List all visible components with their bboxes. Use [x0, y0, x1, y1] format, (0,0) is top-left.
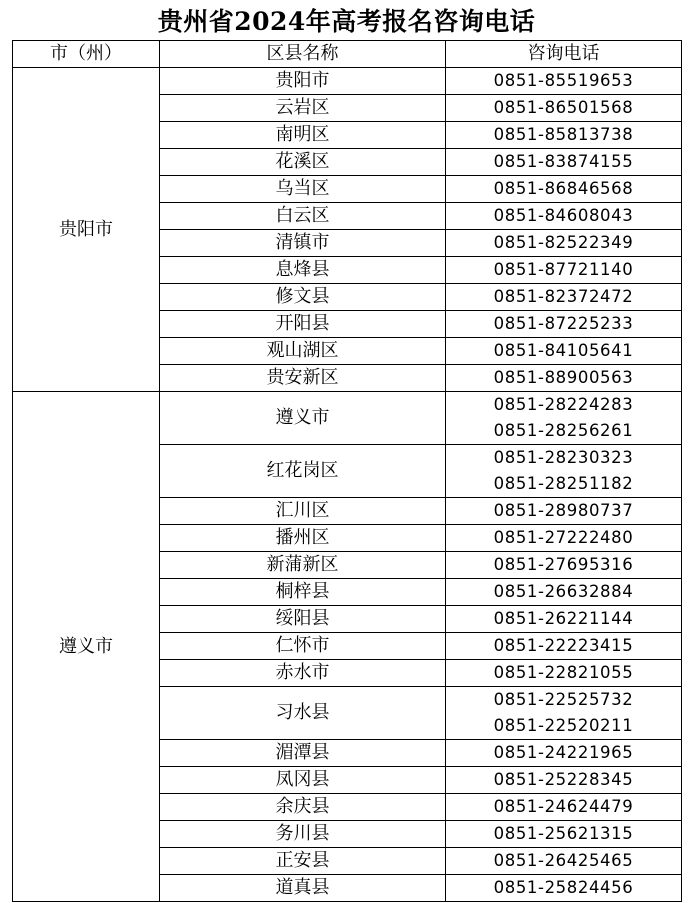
city-cell: 贵阳市: [13, 68, 160, 392]
phone-number: 0851-28256261: [493, 421, 634, 440]
phone-cell: [446, 445, 682, 498]
phone-number: 0851-85519653: [493, 71, 634, 90]
phone-number: 0851-22821055: [493, 663, 634, 682]
phone-number: 0851-88900563: [493, 368, 634, 387]
phone-cell: [446, 311, 682, 338]
phone-number: 0851-22525732: [493, 690, 634, 709]
city-cell: 遵义市: [13, 392, 160, 902]
phone-number: 0851-82522349: [493, 233, 634, 252]
contact-table: [12, 40, 682, 902]
county-cell: 花溪区: [160, 149, 446, 176]
page-title: 贵州省2024年高考报名咨询电话: [157, 7, 536, 36]
phone-number: 0851-26221144: [493, 609, 634, 628]
phone-cell: [446, 740, 682, 767]
phone-cell: [446, 365, 682, 392]
phone-cell: [446, 660, 682, 687]
phone-number: 0851-26632884: [493, 582, 634, 601]
phone-cell: [446, 606, 682, 633]
phone-number: 0851-27695316: [493, 555, 634, 574]
phone-cell: [446, 767, 682, 794]
phone-number: 0851-24624479: [493, 797, 634, 816]
county-cell: 修文县: [160, 284, 446, 311]
county-cell: 正安县: [160, 848, 446, 875]
phone-number: 0851-87721140: [493, 260, 634, 279]
phone-number: 0851-25824456: [493, 878, 634, 897]
county-cell: 播州区: [160, 525, 446, 552]
county-cell: 道真县: [160, 875, 446, 902]
phone-cell: [446, 525, 682, 552]
phone-cell: [446, 68, 682, 95]
phone-cell: [446, 203, 682, 230]
phone-cell: [446, 579, 682, 606]
county-cell: 息烽县: [160, 257, 446, 284]
county-cell: 桐梓县: [160, 579, 446, 606]
phone-cell: [446, 552, 682, 579]
county-cell: 务川县: [160, 821, 446, 848]
phone-number: 0851-85813738: [493, 125, 634, 144]
phone-cell: [446, 257, 682, 284]
table-row: [13, 68, 682, 95]
phone-number: 0851-83874155: [493, 152, 634, 171]
phone-cell: [446, 284, 682, 311]
county-cell: 云岩区: [160, 95, 446, 122]
county-cell: 南明区: [160, 122, 446, 149]
phone-cell: [446, 633, 682, 660]
county-cell: 凤冈县: [160, 767, 446, 794]
phone-cell: [446, 875, 682, 902]
county-cell: 贵阳市: [160, 68, 446, 95]
header-row: [13, 41, 682, 68]
phone-number: 0851-87225233: [493, 314, 634, 333]
county-cell: 开阳县: [160, 311, 446, 338]
phone-number: 0851-24221965: [493, 743, 634, 762]
phone-number: 0851-28224283: [493, 395, 634, 414]
phone-cell: [446, 230, 682, 257]
phone-number: 0851-28230323: [493, 448, 634, 467]
phone-cell: [446, 498, 682, 525]
county-cell: 清镇市: [160, 230, 446, 257]
header-phone: 咨询电话: [446, 41, 682, 68]
phone-number: 0851-25228345: [493, 770, 634, 789]
county-cell: 仁怀市: [160, 633, 446, 660]
table-row: [13, 392, 682, 445]
phone-number: 0851-28251182: [493, 474, 634, 493]
phone-cell: [446, 687, 682, 740]
phone-number: 0851-86501568: [493, 98, 634, 117]
phone-number: 0851-82372472: [493, 287, 634, 306]
table-body: [13, 68, 682, 902]
phone-cell: [446, 848, 682, 875]
county-cell: 习水县: [160, 687, 446, 740]
county-cell: 遵义市: [160, 392, 446, 445]
county-cell: 红花岗区: [160, 445, 446, 498]
phone-cell: [446, 794, 682, 821]
phone-cell: [446, 122, 682, 149]
phone-cell: [446, 95, 682, 122]
phone-number: 0851-84608043: [493, 206, 634, 225]
phone-cell: [446, 392, 682, 445]
county-cell: 贵安新区: [160, 365, 446, 392]
phone-number: 0851-22520211: [493, 716, 634, 735]
county-cell: 观山湖区: [160, 338, 446, 365]
phone-number: 0851-27222480: [493, 528, 634, 547]
county-cell: 湄潭县: [160, 740, 446, 767]
phone-number: 0851-84105641: [493, 341, 634, 360]
phone-cell: [446, 338, 682, 365]
phone-number: 0851-22223415: [493, 636, 634, 655]
phone-cell: [446, 176, 682, 203]
county-cell: 白云区: [160, 203, 446, 230]
county-cell: 新蒲新区: [160, 552, 446, 579]
header-city: 市（州）: [13, 41, 160, 68]
county-cell: 乌当区: [160, 176, 446, 203]
phone-number: 0851-86846568: [493, 179, 634, 198]
county-cell: 绥阳县: [160, 606, 446, 633]
phone-number: 0851-26425465: [493, 851, 634, 870]
header-county: 区县名称: [160, 41, 446, 68]
county-cell: 赤水市: [160, 660, 446, 687]
county-cell: 余庆县: [160, 794, 446, 821]
county-cell: 汇川区: [160, 498, 446, 525]
phone-cell: [446, 149, 682, 176]
phone-cell: [446, 821, 682, 848]
phone-number: 0851-28980737: [493, 501, 634, 520]
phone-number: 0851-25621315: [493, 824, 634, 843]
